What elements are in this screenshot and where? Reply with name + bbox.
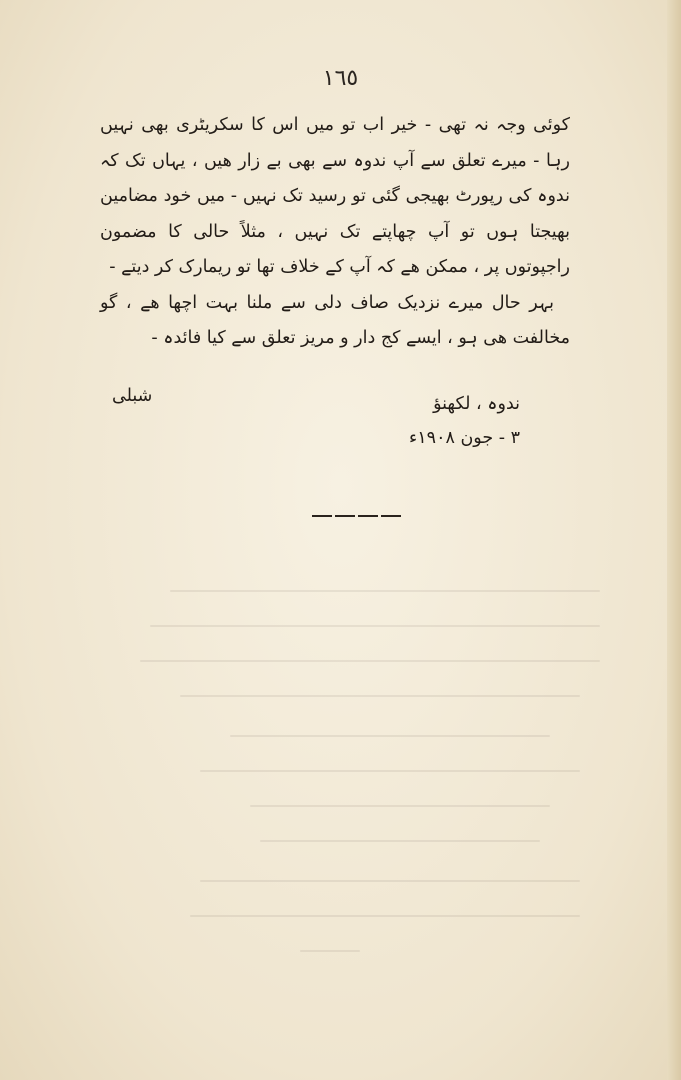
paragraph-1: کوئی وجہ نہ تھی - خیر اب تو میں اس کا سکریٹری بھی نہیں رہا - میرے تعلق سے آپ ندوہ سے بھی بے زار ھیں ، یہاں تک کہ ندوہ کی رپورٹ بھیجی گئی تو رسید تک نہیں - میں خود مضامین بھیجتا ہوں تو آپ چھاپتے تک نہیں ، مثلاً حالی کا مضمون راجپوتوں پر ، ممکن ھے کہ آپ کے خلاف تھا تو ریمارک کر دیتے - (100, 115, 570, 277)
page-number: ١٦٥ (322, 66, 359, 91)
letter-body (100, 108, 570, 357)
bleed-line (230, 735, 550, 737)
bleed-line (150, 625, 600, 627)
place-line: ندوہ ، لکھنؤ (433, 394, 520, 414)
date-line: ۳ - جون ۱۹۰۸ء (409, 428, 520, 448)
section-end-rule (312, 515, 402, 517)
bleed-line (200, 880, 580, 882)
bleed-line (300, 950, 360, 952)
page-edge-shadow (667, 0, 681, 1080)
bleed-line (260, 840, 540, 842)
bleed-line (250, 805, 550, 807)
bleed-line (180, 695, 580, 697)
signature: شبلی (112, 386, 153, 406)
bleed-line (140, 660, 600, 662)
bleed-line (190, 915, 580, 917)
paragraph-2: بہر حال میرے نزدیک صاف دلی سے ملنا بہت اچھا ھے ، گو مخالفت ھی ہو ، ایسے کج دار و مریز تعلق سے کیا فائدہ - (100, 292, 570, 348)
bleed-line (170, 590, 600, 592)
bleed-line (200, 770, 580, 772)
